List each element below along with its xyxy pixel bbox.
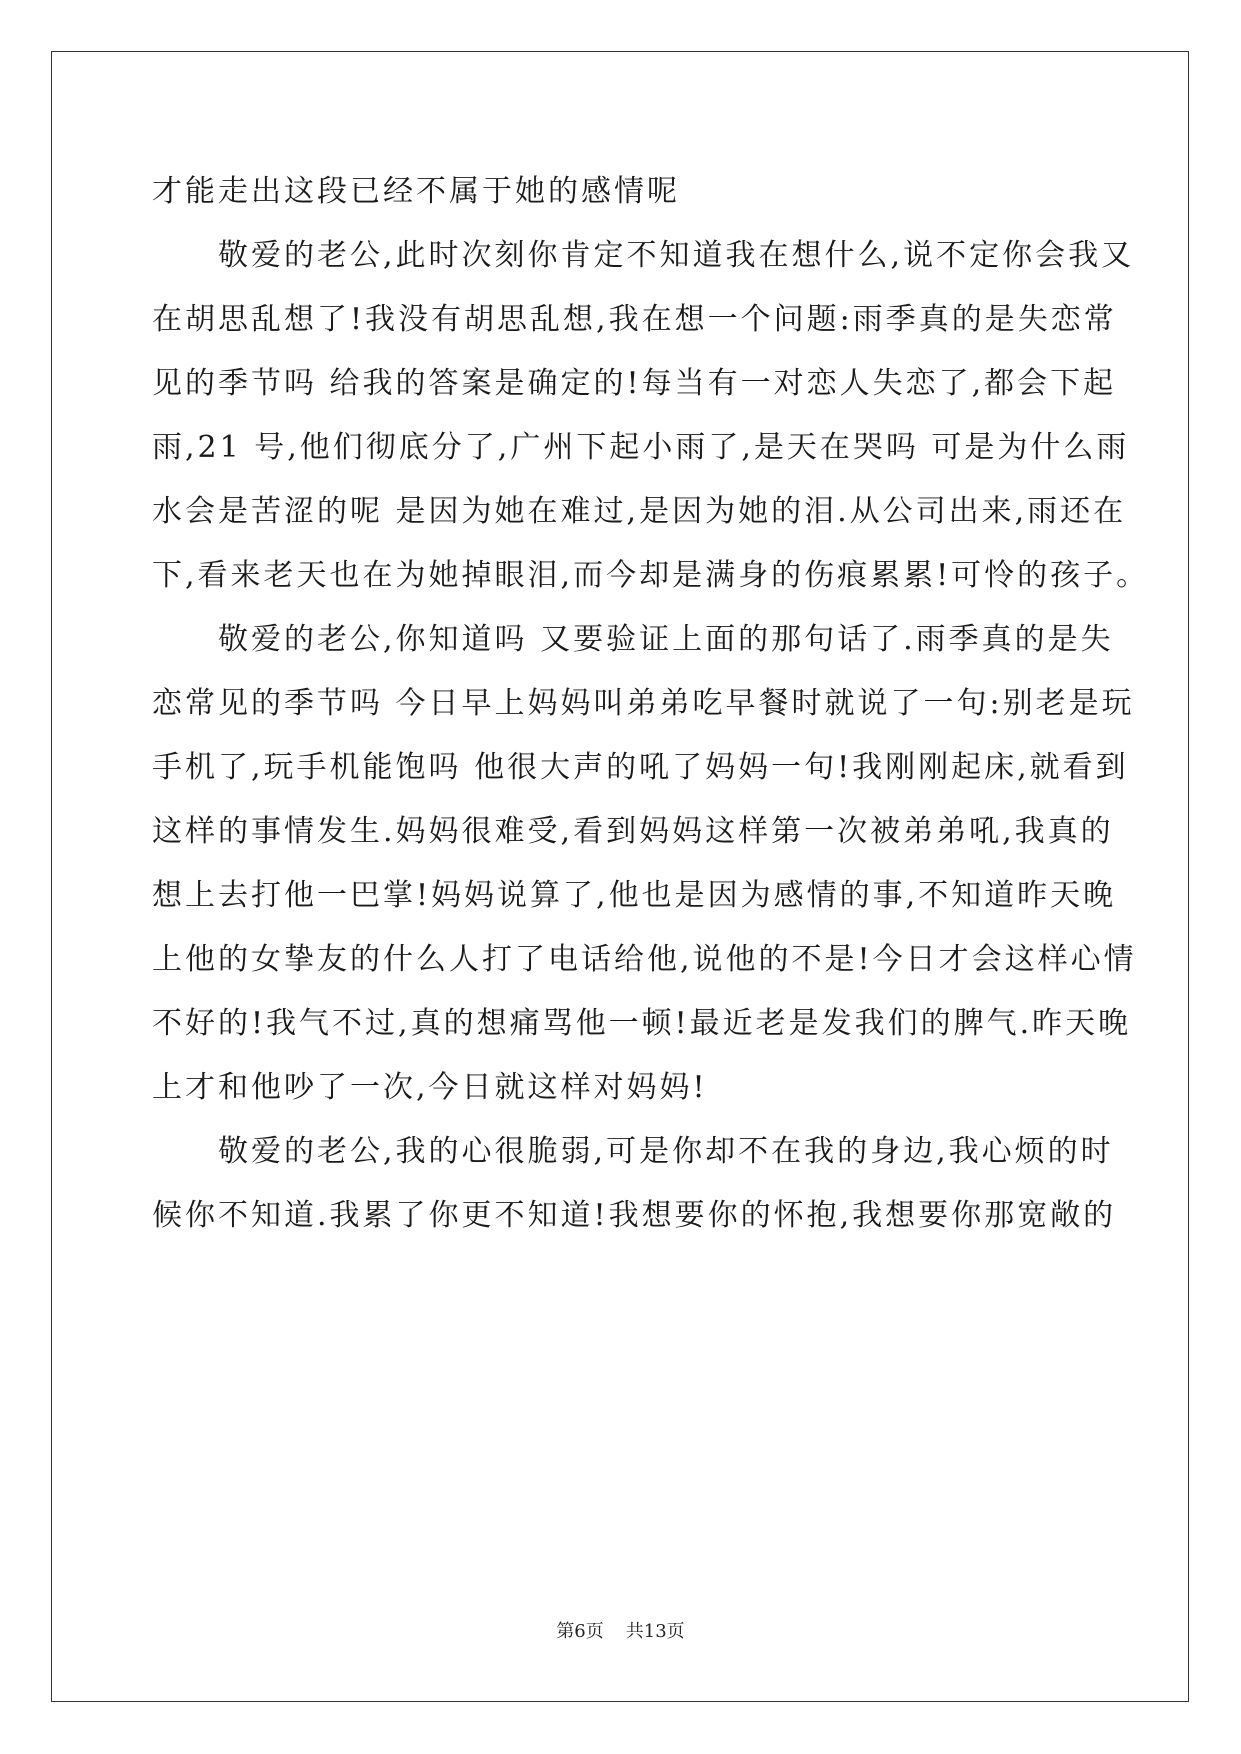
text-line-7: 下,看来老天也在为她掉眼泪,而今却是满身的伤痕累累!可怜的孩子。 xyxy=(152,558,1150,593)
text-line-16: 敬爱的老公,我的心很脆弱,可是你却不在我的身边,我心烦的时 xyxy=(218,1134,1114,1169)
document-body xyxy=(152,160,1150,1248)
text-line-12: 想上去打他一巴掌!妈妈说算了,他也是因为感情的事,不知道昨天晚 xyxy=(152,878,1117,913)
text-line-3: 在胡思乱想了!我没有胡思乱想,我在想一个问题:雨季真的是失恋常 xyxy=(152,302,1117,337)
text-line-6: 水会是苦涩的呢 是因为她在难过,是因为她的泪.从公司出来,雨还在 xyxy=(152,494,1127,529)
text-line-17: 候你不知道.我累了你更不知道!我想要你的怀抱,我想要你那宽敞的 xyxy=(152,1198,1117,1233)
page-footer xyxy=(0,1617,1241,1643)
page-total: 共13页 xyxy=(625,1621,685,1642)
page-number: 第6页 xyxy=(556,1621,604,1642)
text-line-13: 上他的女挚友的什么人打了电话给他,说他的不是!今日才会这样心情 xyxy=(152,942,1137,977)
text-line-5: 雨,21 号,他们彻底分了,广州下起小雨了,是天在哭吗 可是为什么雨 xyxy=(152,430,1130,465)
text-line-14: 不好的!我气不过,真的想痛骂他一顿!最近老是发我们的脾气.昨天晚 xyxy=(152,1006,1132,1041)
text-line-8: 敬爱的老公,你知道吗 又要验证上面的那句话了.雨季真的是失 xyxy=(218,622,1114,657)
text-line-4: 见的季节吗 给我的答案是确定的!每当有一对恋人失恋了,都会下起 xyxy=(152,366,1117,401)
text-line-2: 敬爱的老公,此时次刻你肯定不知道我在想什么,说不定你会我又 xyxy=(218,238,1135,273)
text-line-10: 手机了,玩手机能饱吗 他很大声的吼了妈妈一句!我刚刚起床,就看到 xyxy=(152,750,1129,785)
text-line-9: 恋常见的季节吗 今日早上妈妈叫弟弟吃早餐时就说了一句:别老是玩 xyxy=(152,686,1135,721)
text-line-15: 上才和他吵了一次,今日就这样对妈妈! xyxy=(152,1070,708,1105)
text-line-1: 才能走出这段已经不属于她的感情呢 xyxy=(152,174,680,209)
text-line-11: 这样的事情发生.妈妈很难受,看到妈妈这样第一次被弟弟吼,我真的 xyxy=(152,814,1114,849)
